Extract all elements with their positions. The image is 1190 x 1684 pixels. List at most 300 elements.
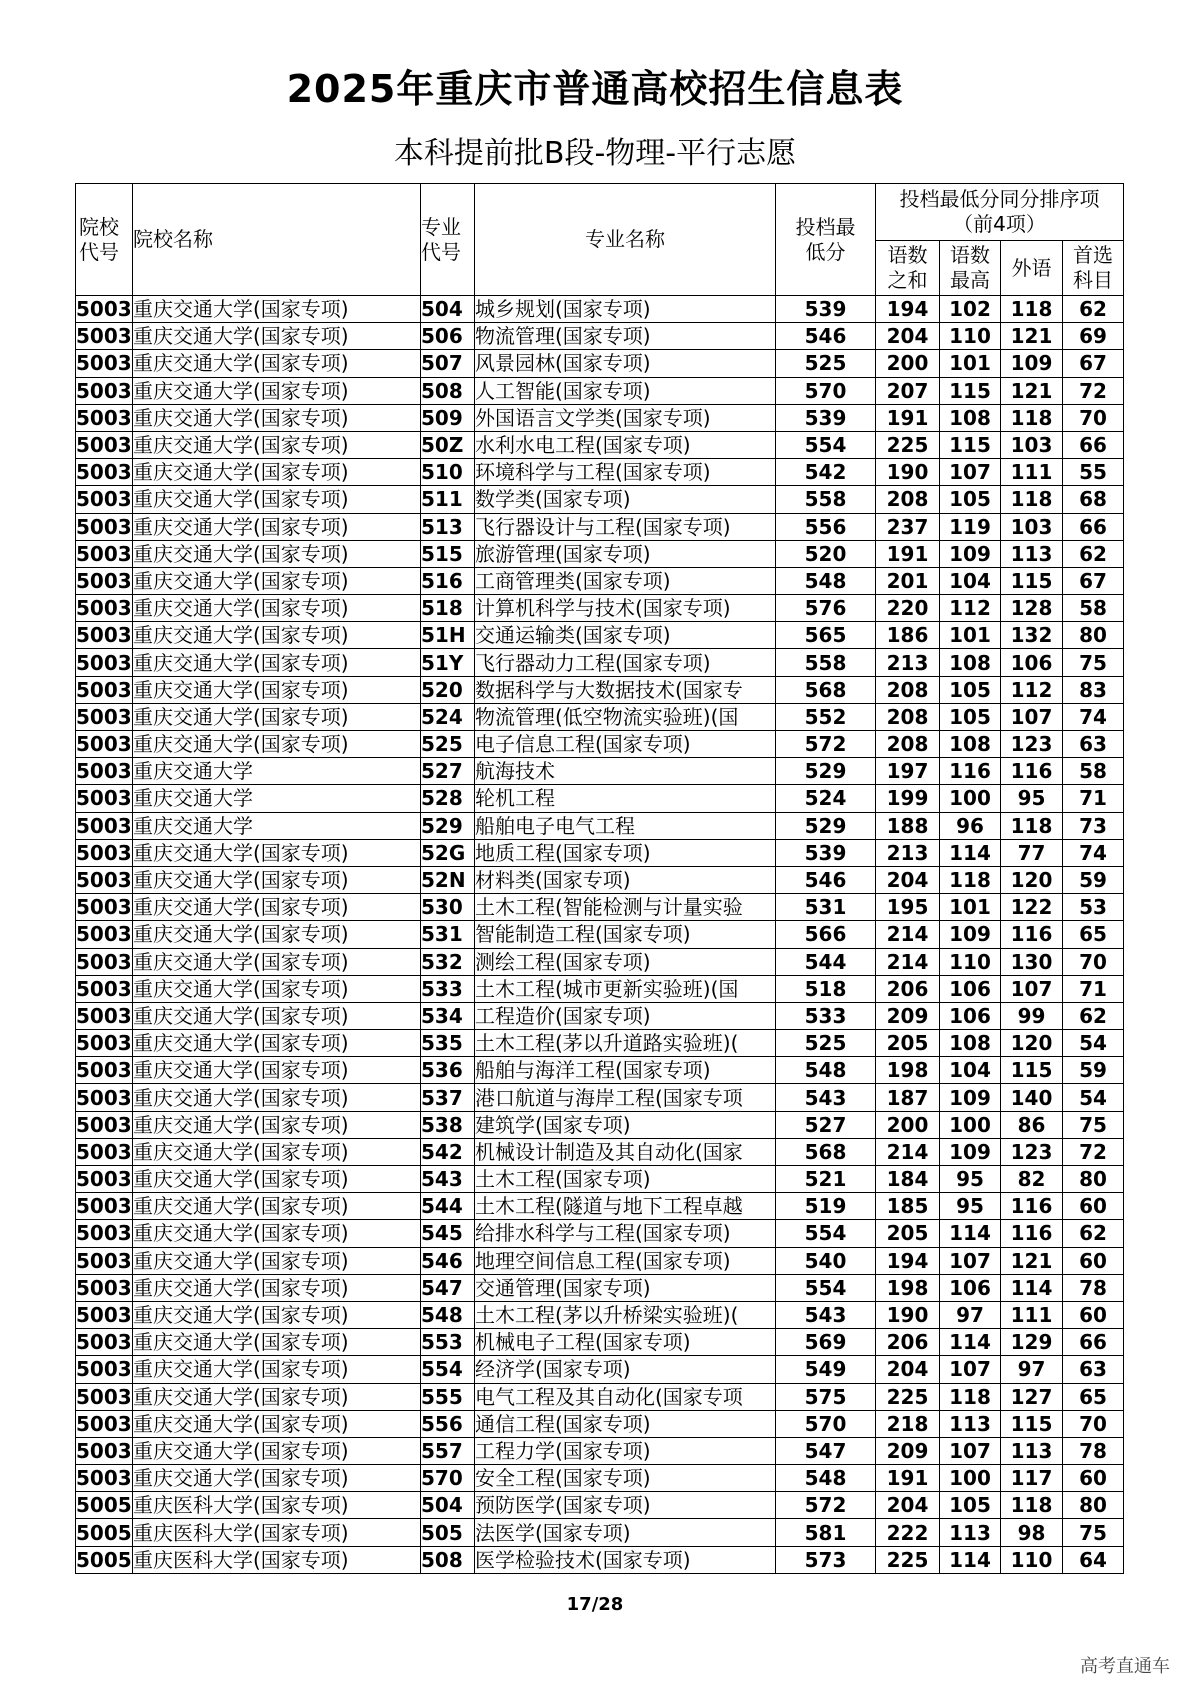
major-name-cell: 法医学(国家专项) — [475, 1519, 776, 1546]
chn-math-max-cell: 100 — [940, 1111, 1001, 1138]
school-name-cell: 重庆交通大学(国家专项) — [133, 1220, 421, 1247]
school-name-cell: 重庆交通大学(国家专项) — [133, 595, 421, 622]
foreign-cell: 82 — [1001, 1166, 1063, 1193]
min-score-cell: 531 — [776, 894, 876, 921]
foreign-cell: 116 — [1001, 758, 1063, 785]
school-code-cell: 5003 — [76, 677, 132, 702]
first-subject-cell: 72 — [1063, 377, 1124, 404]
chn-math-sum-cell: 206 — [876, 975, 940, 1002]
first-subject-cell: 58 — [1063, 758, 1124, 785]
major-name-cell: 物流管理(国家专项) — [475, 323, 776, 350]
chn-math-sum-cell: 198 — [876, 1274, 940, 1301]
school-code-cell: 5003 — [76, 922, 132, 947]
min-score-cell: 547 — [776, 1437, 876, 1464]
table-row — [76, 1084, 1124, 1111]
major-name-cell: 环境科学与工程(国家专项) — [475, 459, 776, 486]
school-code-cell: 5003 — [76, 976, 132, 1001]
major-name-cell: 工程造价(国家专项) — [475, 1002, 776, 1029]
major-code-cell: 504 — [421, 1492, 475, 1519]
school-code-cell: 5003 — [76, 460, 132, 485]
school-name-cell: 重庆交通大学(国家专项) — [133, 1301, 421, 1328]
school-name-cell: 重庆交通大学(国家专项) — [133, 350, 421, 377]
major-code-cell: 530 — [421, 894, 475, 921]
school-name-cell: 重庆交通大学 — [133, 812, 421, 839]
table-row — [76, 676, 1124, 703]
chn-math-sum-cell: 204 — [876, 1492, 940, 1519]
school-code-cell: 5003 — [76, 1384, 132, 1409]
school-name-cell: 重庆交通大学(国家专项) — [133, 1383, 421, 1410]
foreign-cell: 132 — [1001, 622, 1063, 649]
table-row — [76, 595, 1124, 622]
chn-math-sum-cell: 194 — [876, 1247, 940, 1274]
school-name-cell: 重庆交通大学(国家专项) — [133, 622, 421, 649]
major-name-cell: 船舶与海洋工程(国家专项) — [475, 1057, 776, 1084]
major-name-cell: 外国语言文学类(国家专项) — [475, 404, 776, 431]
major-code-cell: 548 — [421, 1301, 475, 1328]
school-name-cell: 重庆交通大学(国家专项) — [133, 1356, 421, 1383]
min-score-cell: 554 — [776, 431, 876, 458]
major-name-cell: 工商管理类(国家专项) — [475, 567, 776, 594]
chn-math-max-cell: 97 — [940, 1301, 1001, 1328]
chn-math-max-cell: 109 — [940, 540, 1001, 567]
school-name-cell: 重庆交通大学(国家专项) — [133, 1410, 421, 1437]
chn-math-sum-cell: 200 — [876, 1111, 940, 1138]
chn-math-max-cell: 100 — [940, 1465, 1001, 1492]
foreign-cell: 122 — [1001, 894, 1063, 921]
min-score-cell: 570 — [776, 1410, 876, 1437]
school-name-cell: 重庆医科大学(国家专项) — [133, 1519, 421, 1546]
corner-mark: 高考直通车 — [1080, 1656, 1170, 1677]
first-subject-cell: 62 — [1063, 1220, 1124, 1247]
foreign-cell: 130 — [1001, 948, 1063, 975]
chn-math-sum-cell: 184 — [876, 1166, 940, 1193]
chn-math-max-cell: 105 — [940, 676, 1001, 703]
chn-math-sum-cell: 198 — [876, 1057, 940, 1084]
first-subject-cell: 59 — [1063, 866, 1124, 893]
major-name-cell: 机械电子工程(国家专项) — [475, 1329, 776, 1356]
major-name-cell: 土木工程(智能检测与计量实验 — [475, 894, 776, 921]
major-name-cell: 电子信息工程(国家专项) — [475, 731, 776, 758]
foreign-cell: 116 — [1001, 1220, 1063, 1247]
admission-table — [75, 183, 1124, 1574]
major-code-cell: 527 — [421, 758, 475, 785]
foreign-cell: 103 — [1001, 431, 1063, 458]
header-foreign: 外语 — [1001, 241, 1063, 296]
table-row — [76, 1030, 1124, 1057]
table-row — [76, 1274, 1124, 1301]
foreign-cell: 118 — [1001, 812, 1063, 839]
school-code-cell: 5003 — [76, 351, 132, 376]
school-name-cell: 重庆交通大学(国家专项) — [133, 459, 421, 486]
chn-math-max-cell: 107 — [940, 1437, 1001, 1464]
chn-math-max-cell: 95 — [940, 1166, 1001, 1193]
table-row — [76, 1492, 1124, 1519]
foreign-cell: 86 — [1001, 1111, 1063, 1138]
school-code-cell: 5003 — [76, 895, 132, 920]
major-code-cell: 518 — [421, 595, 475, 622]
min-score-cell: 549 — [776, 1356, 876, 1383]
table-row — [76, 894, 1124, 921]
page-number: 17/28 — [566, 1594, 624, 1615]
chn-math-max-cell: 114 — [940, 1329, 1001, 1356]
major-name-cell: 土木工程(茅以升道路实验班)( — [475, 1030, 776, 1057]
chn-math-max-cell: 105 — [940, 1492, 1001, 1519]
school-name-cell: 重庆交通大学(国家专项) — [133, 948, 421, 975]
table-row — [76, 921, 1124, 948]
school-code-cell: 5003 — [76, 1003, 132, 1028]
chn-math-max-cell: 105 — [940, 703, 1001, 730]
first-subject-cell: 73 — [1063, 812, 1124, 839]
min-score-cell: 572 — [776, 731, 876, 758]
chn-math-sum-cell: 191 — [876, 404, 940, 431]
school-name-cell: 重庆交通大学(国家专项) — [133, 1057, 421, 1084]
chn-math-sum-cell: 208 — [876, 676, 940, 703]
major-code-cell: 570 — [421, 1465, 475, 1492]
first-subject-cell: 70 — [1063, 948, 1124, 975]
major-name-cell: 通信工程(国家专项) — [475, 1410, 776, 1437]
chn-math-max-cell: 106 — [940, 1274, 1001, 1301]
major-name-cell: 港口航道与海岸工程(国家专项 — [475, 1084, 776, 1111]
chn-math-max-cell: 101 — [940, 622, 1001, 649]
school-name-cell: 重庆医科大学(国家专项) — [133, 1546, 421, 1573]
foreign-cell: 115 — [1001, 567, 1063, 594]
min-score-cell: 525 — [776, 350, 876, 377]
min-score-cell: 540 — [776, 1247, 876, 1274]
major-name-cell: 土木工程(隧道与地下工程卓越 — [475, 1193, 776, 1220]
major-code-cell: 555 — [421, 1383, 475, 1410]
major-code-cell: 507 — [421, 350, 475, 377]
school-name-cell: 重庆交通大学(国家专项) — [133, 323, 421, 350]
chn-math-sum-cell: 185 — [876, 1193, 940, 1220]
foreign-cell: 121 — [1001, 1247, 1063, 1274]
table-row — [76, 758, 1124, 785]
school-code-cell: 5005 — [76, 1520, 132, 1545]
header-tiebreak-group: 投档最低分同分排序项（前4项） — [876, 184, 1124, 241]
table-row — [76, 513, 1124, 540]
chn-math-max-cell: 114 — [940, 839, 1001, 866]
school-code-cell: 5003 — [76, 1357, 132, 1382]
table-row — [76, 540, 1124, 567]
first-subject-cell: 60 — [1063, 1301, 1124, 1328]
table-row — [76, 866, 1124, 893]
school-code-cell: 5003 — [76, 433, 132, 458]
table-row — [76, 567, 1124, 594]
header-school-code: 院校代号 — [76, 184, 133, 296]
chn-math-max-cell: 113 — [940, 1410, 1001, 1437]
major-name-cell: 交通管理(国家专项) — [475, 1274, 776, 1301]
table-row — [76, 1329, 1124, 1356]
table-row — [76, 731, 1124, 758]
foreign-cell: 127 — [1001, 1383, 1063, 1410]
chn-math-max-cell: 107 — [940, 1356, 1001, 1383]
foreign-cell: 106 — [1001, 649, 1063, 676]
major-code-cell: 509 — [421, 404, 475, 431]
major-code-cell: 51Y — [421, 649, 475, 676]
foreign-cell: 115 — [1001, 1057, 1063, 1084]
chn-math-max-cell: 101 — [940, 894, 1001, 921]
foreign-cell: 109 — [1001, 350, 1063, 377]
major-name-cell: 风景园林(国家专项) — [475, 350, 776, 377]
min-score-cell: 554 — [776, 1274, 876, 1301]
chn-math-sum-cell: 213 — [876, 839, 940, 866]
major-name-cell: 机械设计制造及其自动化(国家 — [475, 1138, 776, 1165]
school-code-cell: 5003 — [76, 786, 132, 811]
chn-math-sum-cell: 197 — [876, 758, 940, 785]
first-subject-cell: 80 — [1063, 1492, 1124, 1519]
min-score-cell: 568 — [776, 676, 876, 703]
chn-math-max-cell: 109 — [940, 1138, 1001, 1165]
school-name-cell: 重庆交通大学(国家专项) — [133, 1193, 421, 1220]
foreign-cell: 112 — [1001, 676, 1063, 703]
major-name-cell: 土木工程(茅以升桥梁实验班)( — [475, 1301, 776, 1328]
major-code-cell: 513 — [421, 513, 475, 540]
school-name-cell: 重庆交通大学(国家专项) — [133, 866, 421, 893]
first-subject-cell: 74 — [1063, 703, 1124, 730]
first-subject-cell: 78 — [1063, 1274, 1124, 1301]
school-name-cell: 重庆交通大学 — [133, 785, 421, 812]
first-subject-cell: 66 — [1063, 1329, 1124, 1356]
school-name-cell: 重庆交通大学(国家专项) — [133, 431, 421, 458]
min-score-cell: 518 — [776, 975, 876, 1002]
school-code-cell: 5003 — [76, 1031, 132, 1056]
major-code-cell: 515 — [421, 540, 475, 567]
table-row — [76, 1166, 1124, 1193]
table-row — [76, 785, 1124, 812]
major-name-cell: 给排水科学与工程(国家专项) — [475, 1220, 776, 1247]
chn-math-max-cell: 107 — [940, 1247, 1001, 1274]
min-score-cell: 542 — [776, 459, 876, 486]
foreign-cell: 129 — [1001, 1329, 1063, 1356]
school-code-cell: 5003 — [76, 650, 132, 675]
min-score-cell: 576 — [776, 595, 876, 622]
major-name-cell: 土木工程(城市更新实验班)(国 — [475, 975, 776, 1002]
chn-math-max-cell: 115 — [940, 431, 1001, 458]
school-name-cell: 重庆交通大学(国家专项) — [133, 567, 421, 594]
major-code-cell: 554 — [421, 1356, 475, 1383]
chn-math-max-cell: 104 — [940, 567, 1001, 594]
school-name-cell: 重庆交通大学(国家专项) — [133, 513, 421, 540]
school-code-cell: 5003 — [76, 840, 132, 865]
table-row — [76, 1247, 1124, 1274]
table-row — [76, 1057, 1124, 1084]
school-code-cell: 5003 — [76, 568, 132, 593]
table-row — [76, 839, 1124, 866]
first-subject-cell: 71 — [1063, 785, 1124, 812]
school-name-cell: 重庆交通大学(国家专项) — [133, 731, 421, 758]
foreign-cell: 121 — [1001, 323, 1063, 350]
chn-math-sum-cell: 225 — [876, 1546, 940, 1573]
first-subject-cell: 69 — [1063, 323, 1124, 350]
major-name-cell: 交通运输类(国家专项) — [475, 622, 776, 649]
major-code-cell: 538 — [421, 1111, 475, 1138]
school-name-cell: 重庆医科大学(国家专项) — [133, 1492, 421, 1519]
major-name-cell: 安全工程(国家专项) — [475, 1465, 776, 1492]
table-row — [76, 1138, 1124, 1165]
first-subject-cell: 70 — [1063, 404, 1124, 431]
chn-math-sum-cell: 208 — [876, 486, 940, 513]
chn-math-max-cell: 109 — [940, 1084, 1001, 1111]
chn-math-max-cell: 118 — [940, 1383, 1001, 1410]
major-code-cell: 52G — [421, 839, 475, 866]
min-score-cell: 539 — [776, 839, 876, 866]
school-code-cell: 5003 — [76, 1058, 132, 1083]
first-subject-cell: 59 — [1063, 1057, 1124, 1084]
school-code-cell: 5003 — [76, 1221, 132, 1246]
chn-math-sum-cell: 214 — [876, 1138, 940, 1165]
table-row — [76, 975, 1124, 1002]
table-row — [76, 323, 1124, 350]
min-score-cell: 543 — [776, 1084, 876, 1111]
chn-math-max-cell: 102 — [940, 296, 1001, 323]
foreign-cell: 113 — [1001, 540, 1063, 567]
major-code-cell: 547 — [421, 1274, 475, 1301]
foreign-cell: 103 — [1001, 513, 1063, 540]
min-score-cell: 521 — [776, 1166, 876, 1193]
chn-math-max-cell: 115 — [940, 377, 1001, 404]
first-subject-cell: 72 — [1063, 1138, 1124, 1165]
min-score-cell: 568 — [776, 1138, 876, 1165]
major-name-cell: 飞行器设计与工程(国家专项) — [475, 513, 776, 540]
major-code-cell: 510 — [421, 459, 475, 486]
foreign-cell: 118 — [1001, 404, 1063, 431]
major-name-cell: 电气工程及其自动化(国家专项 — [475, 1383, 776, 1410]
chn-math-max-cell: 101 — [940, 350, 1001, 377]
foreign-cell: 111 — [1001, 459, 1063, 486]
first-subject-cell: 67 — [1063, 567, 1124, 594]
school-name-cell: 重庆交通大学(国家专项) — [133, 1274, 421, 1301]
first-subject-cell: 66 — [1063, 513, 1124, 540]
min-score-cell: 527 — [776, 1111, 876, 1138]
foreign-cell: 99 — [1001, 1002, 1063, 1029]
first-subject-cell: 62 — [1063, 540, 1124, 567]
table-row — [76, 1220, 1124, 1247]
major-name-cell: 测绘工程(国家专项) — [475, 948, 776, 975]
major-name-cell: 医学检验技术(国家专项) — [475, 1546, 776, 1573]
first-subject-cell: 55 — [1063, 459, 1124, 486]
chn-math-max-cell: 118 — [940, 866, 1001, 893]
header-chn-math-max: 语数最高 — [940, 241, 1001, 296]
foreign-cell: 111 — [1001, 1301, 1063, 1328]
school-name-cell: 重庆交通大学(国家专项) — [133, 975, 421, 1002]
chn-math-sum-cell: 187 — [876, 1084, 940, 1111]
school-name-cell: 重庆交通大学(国家专项) — [133, 1111, 421, 1138]
first-subject-cell: 65 — [1063, 921, 1124, 948]
major-code-cell: 508 — [421, 1546, 475, 1573]
school-code-cell: 5003 — [76, 1466, 132, 1491]
table-row — [76, 1002, 1124, 1029]
school-code-cell: 5003 — [76, 1330, 132, 1355]
first-subject-cell: 54 — [1063, 1030, 1124, 1057]
table-row — [76, 1356, 1124, 1383]
chn-math-sum-cell: 204 — [876, 1356, 940, 1383]
major-code-cell: 51H — [421, 622, 475, 649]
min-score-cell: 566 — [776, 921, 876, 948]
min-score-cell: 570 — [776, 377, 876, 404]
first-subject-cell: 64 — [1063, 1546, 1124, 1573]
chn-math-max-cell: 106 — [940, 1002, 1001, 1029]
table-row — [76, 812, 1124, 839]
chn-math-sum-cell: 190 — [876, 459, 940, 486]
school-code-cell: 5003 — [76, 759, 132, 784]
major-name-cell: 旅游管理(国家专项) — [475, 540, 776, 567]
major-code-cell: 534 — [421, 1002, 475, 1029]
min-score-cell: 525 — [776, 1030, 876, 1057]
chn-math-sum-cell: 214 — [876, 948, 940, 975]
min-score-cell: 520 — [776, 540, 876, 567]
chn-math-sum-cell: 191 — [876, 1465, 940, 1492]
school-code-cell: 5003 — [76, 1139, 132, 1164]
major-name-cell: 城乡规划(国家专项) — [475, 296, 776, 323]
chn-math-sum-cell: 225 — [876, 431, 940, 458]
first-subject-cell: 60 — [1063, 1193, 1124, 1220]
page-title: 2025年重庆市普通高校招生信息表 — [286, 67, 904, 111]
major-code-cell: 516 — [421, 567, 475, 594]
major-code-cell: 544 — [421, 1193, 475, 1220]
first-subject-cell: 66 — [1063, 431, 1124, 458]
chn-math-max-cell: 114 — [940, 1546, 1001, 1573]
chn-math-sum-cell: 194 — [876, 296, 940, 323]
first-subject-cell: 63 — [1063, 731, 1124, 758]
school-code-cell: 5003 — [76, 378, 132, 403]
school-code-cell: 5003 — [76, 487, 132, 512]
first-subject-cell: 65 — [1063, 1383, 1124, 1410]
major-name-cell: 经济学(国家专项) — [475, 1356, 776, 1383]
chn-math-sum-cell: 204 — [876, 323, 940, 350]
chn-math-max-cell: 100 — [940, 785, 1001, 812]
school-code-cell: 5005 — [76, 1493, 132, 1518]
table-row — [76, 1383, 1124, 1410]
major-code-cell: 537 — [421, 1084, 475, 1111]
first-subject-cell: 68 — [1063, 486, 1124, 513]
first-subject-cell: 74 — [1063, 839, 1124, 866]
foreign-cell: 123 — [1001, 731, 1063, 758]
table-row — [76, 948, 1124, 975]
first-subject-cell: 63 — [1063, 1356, 1124, 1383]
chn-math-max-cell: 95 — [940, 1193, 1001, 1220]
min-score-cell: 519 — [776, 1193, 876, 1220]
major-name-cell: 智能制造工程(国家专项) — [475, 921, 776, 948]
min-score-cell: 565 — [776, 622, 876, 649]
major-code-cell: 546 — [421, 1247, 475, 1274]
school-name-cell: 重庆交通大学(国家专项) — [133, 1030, 421, 1057]
foreign-cell: 107 — [1001, 703, 1063, 730]
table-row — [76, 1437, 1124, 1464]
foreign-cell: 128 — [1001, 595, 1063, 622]
school-name-cell: 重庆交通大学(国家专项) — [133, 540, 421, 567]
school-code-cell: 5003 — [76, 1112, 132, 1137]
school-code-cell: 5003 — [76, 813, 132, 838]
header-school-name: 院校名称 — [133, 184, 421, 296]
major-name-cell: 航海技术 — [475, 758, 776, 785]
table-row — [76, 622, 1124, 649]
major-code-cell: 542 — [421, 1138, 475, 1165]
school-name-cell: 重庆交通大学(国家专项) — [133, 1247, 421, 1274]
header-min-score: 投档最低分 — [776, 184, 876, 296]
chn-math-max-cell: 108 — [940, 649, 1001, 676]
foreign-cell: 95 — [1001, 785, 1063, 812]
school-code-cell: 5003 — [76, 732, 132, 757]
table-row — [76, 1465, 1124, 1492]
table-row — [76, 1546, 1124, 1573]
school-code-cell: 5003 — [76, 324, 132, 349]
min-score-cell: 539 — [776, 404, 876, 431]
min-score-cell: 552 — [776, 703, 876, 730]
table-row — [76, 1301, 1124, 1328]
min-score-cell: 572 — [776, 1492, 876, 1519]
foreign-cell: 110 — [1001, 1546, 1063, 1573]
chn-math-sum-cell: 204 — [876, 866, 940, 893]
min-score-cell: 581 — [776, 1519, 876, 1546]
